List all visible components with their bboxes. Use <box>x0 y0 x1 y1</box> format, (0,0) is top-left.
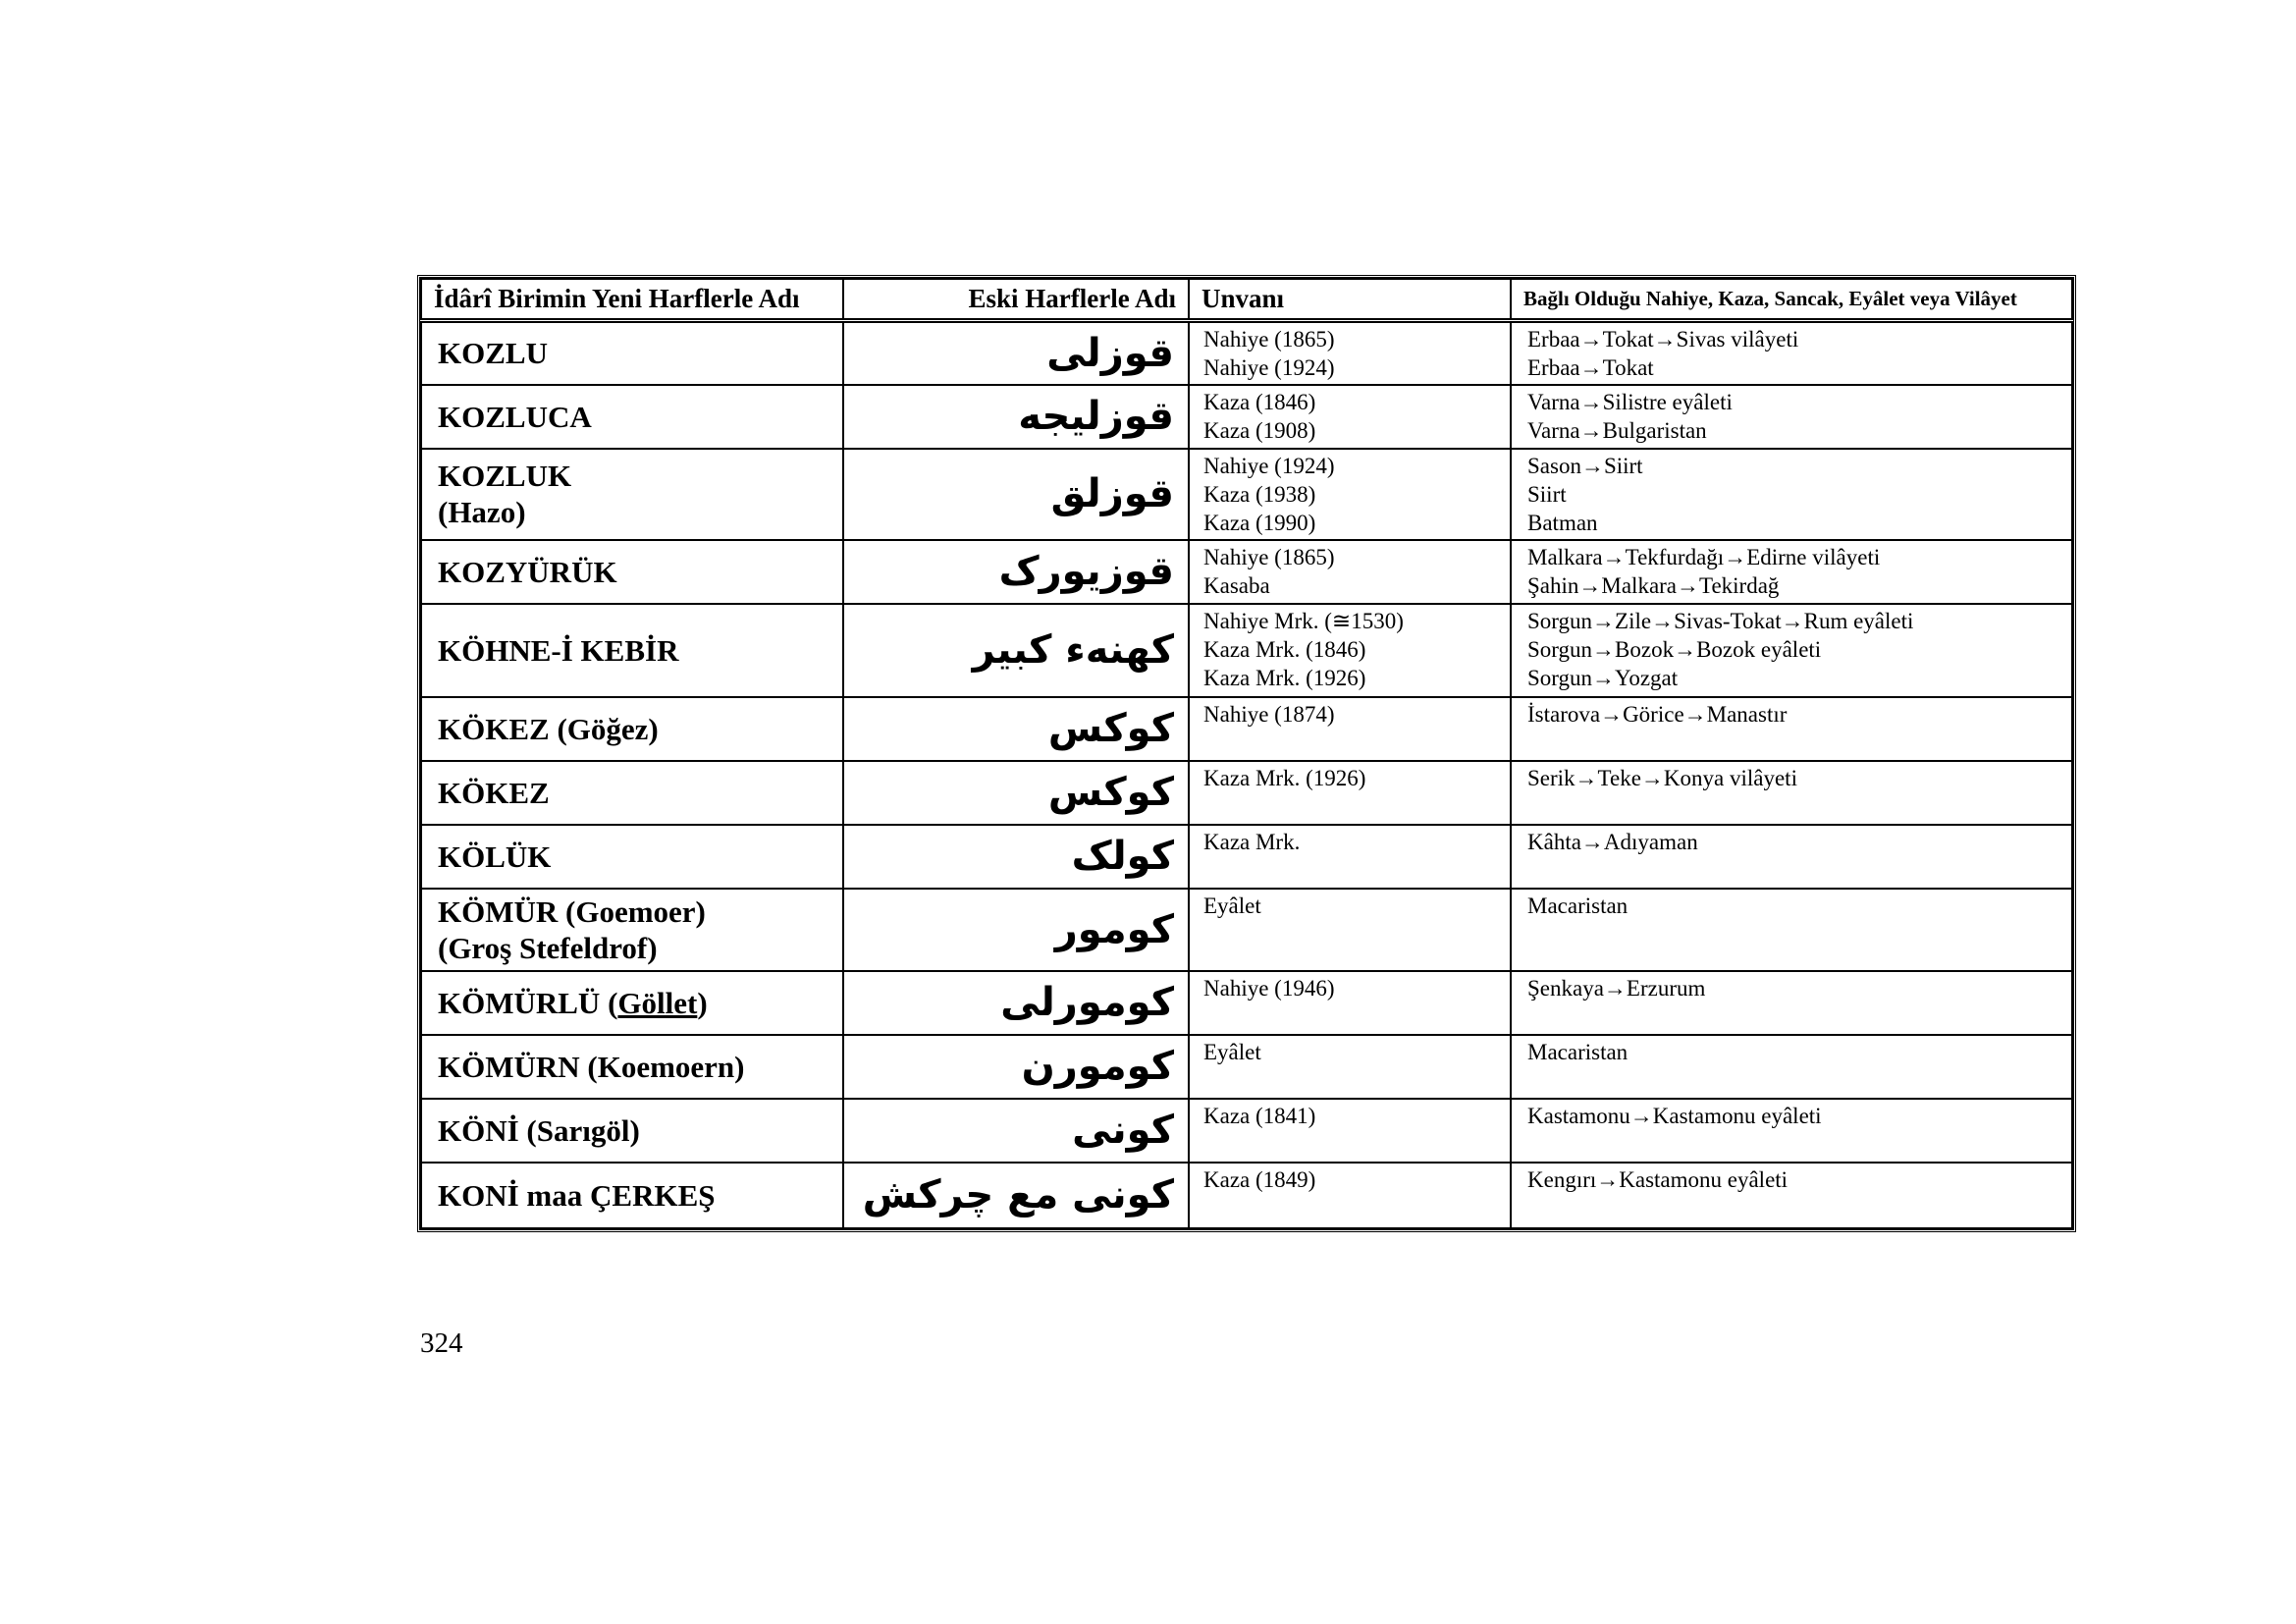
unit-title: Kaza (1908) <box>1203 417 1316 443</box>
affiliation-cell <box>1511 761 2072 825</box>
gazetteer-table-frame <box>417 275 2076 1232</box>
unit-title-cell <box>1189 697 1511 761</box>
unit-title: Kaza (1849) <box>1203 1166 1316 1192</box>
unit-name: KÖKEZ (Göğez) <box>438 711 659 746</box>
unit-title: Kaza Mrk. (1846) <box>1203 636 1366 662</box>
unit-title: Nahiye (1874) <box>1203 701 1335 727</box>
unit-title-cell <box>1189 604 1511 697</box>
unit-title-cell <box>1189 1099 1511 1163</box>
affiliation: Kastamonu→Kastamonu eyâleti <box>1527 1103 1822 1128</box>
affiliation: Sorgun→Bozok→Bozok eyâleti <box>1527 636 1822 662</box>
unit-title-cell <box>1189 1163 1511 1228</box>
unit-name-cell <box>421 1035 843 1099</box>
affiliation: Varna→Bulgaristan <box>1527 417 1707 443</box>
unit-title: Kaza Mrk. (1926) <box>1203 765 1366 790</box>
unit-title: Nahiye (1924) <box>1203 354 1335 380</box>
unit-name: KÖNİ (Sarıgöl) <box>438 1112 640 1148</box>
page-number: 324 <box>420 1327 463 1359</box>
unit-name: KÖLÜK <box>438 839 552 874</box>
affiliation-cell <box>1511 1099 2072 1163</box>
affiliation: Şenkaya→Erzurum <box>1527 975 1706 1001</box>
ottoman-script-name: كونى مع چركش <box>843 1163 1189 1228</box>
ottoman-script-name: كولک <box>843 825 1189 889</box>
ottoman-script-name: قوزلق <box>843 449 1189 540</box>
ottoman-script-name: كهنهء كبير <box>843 604 1189 697</box>
unit-title: Kasaba <box>1203 572 1270 598</box>
unit-name <box>438 985 827 1021</box>
unit-name: KOZLU <box>438 336 548 370</box>
unit-title: Nahiye (1946) <box>1203 975 1335 1001</box>
unit-name-cell <box>421 449 843 540</box>
table-row <box>421 825 2072 889</box>
unit-name-cell <box>421 1163 843 1228</box>
unit-name: (Groş Stefeldrof) <box>438 930 658 965</box>
header-old-script-name: Eski Harflerle Adı <box>843 279 1189 320</box>
unit-title: Kaza Mrk. <box>1203 829 1301 854</box>
ottoman-script-name: كوكس <box>843 697 1189 761</box>
affiliation: Sorgun→Zile→Sivas-Tokat→Rum eyâleti <box>1527 608 1914 633</box>
affiliation: Siirt <box>1527 481 1567 507</box>
table-row <box>421 449 2072 540</box>
affiliation: İstarova→Görice→Manastır <box>1527 701 1788 727</box>
table-header <box>421 279 2072 320</box>
header-row <box>421 279 2072 320</box>
unit-name-cell <box>421 540 843 604</box>
unit-name-cell <box>421 761 843 825</box>
table-body <box>421 320 2072 1228</box>
table-row <box>421 604 2072 697</box>
affiliation: Erbaa→Tokat <box>1527 354 1654 380</box>
unit-title: Nahiye (1924) <box>1203 453 1335 478</box>
unit-title-cell <box>1189 540 1511 604</box>
table-row <box>421 697 2072 761</box>
unit-name-cell <box>421 697 843 761</box>
ottoman-script-name: كومور <box>843 889 1189 971</box>
affiliation: Şahin→Malkara→Tekirdağ <box>1527 572 1780 598</box>
unit-title: Nahiye Mrk. (≅1530) <box>1203 608 1404 633</box>
ottoman-script-name: قوزليجه <box>843 385 1189 449</box>
table-row <box>421 971 2072 1035</box>
affiliation: Sorgun→Yozgat <box>1527 665 1679 690</box>
unit-title-cell <box>1189 889 1511 971</box>
unit-title: Kaza (1841) <box>1203 1103 1316 1128</box>
unit-title: Nahiye (1865) <box>1203 326 1335 352</box>
unit-name: KÖKEZ <box>438 775 550 810</box>
table-row <box>421 1035 2072 1099</box>
affiliation: Varna→Silistre eyâleti <box>1527 389 1733 414</box>
unit-name-underlined: Göllet <box>617 985 698 1020</box>
affiliation: Malkara→Tekfurdağı→Edirne vilâyeti <box>1527 544 1881 569</box>
affiliation-cell <box>1511 1163 2072 1228</box>
unit-name: KOZLUK <box>438 459 572 493</box>
unit-title: Kaza (1846) <box>1203 389 1316 414</box>
table-row <box>421 540 2072 604</box>
unit-title: Kaza (1990) <box>1203 510 1316 535</box>
affiliation-cell <box>1511 604 2072 697</box>
ottoman-script-name: كومورلى <box>843 971 1189 1035</box>
affiliation: Macaristan <box>1527 893 1629 918</box>
table-row <box>421 320 2072 385</box>
ottoman-script-name: كوكس <box>843 761 1189 825</box>
unit-title: Kaza (1938) <box>1203 481 1316 507</box>
unit-title-cell <box>1189 320 1511 385</box>
unit-title-cell <box>1189 1035 1511 1099</box>
ottoman-script-name: قوزيورک <box>843 540 1189 604</box>
unit-name: KONİ maa ÇERKEŞ <box>438 1177 716 1213</box>
ottoman-script-name: قوزلى <box>843 320 1189 385</box>
table-row <box>421 1099 2072 1163</box>
unit-title: Eyâlet <box>1203 1039 1261 1064</box>
affiliation: Sason→Siirt <box>1527 453 1643 478</box>
affiliation: Macaristan <box>1527 1039 1629 1064</box>
unit-name-cell <box>421 1099 843 1163</box>
unit-title: Eyâlet <box>1203 893 1261 918</box>
ottoman-script-name: كونى <box>843 1099 1189 1163</box>
unit-title-cell <box>1189 971 1511 1035</box>
affiliation: Batman <box>1527 510 1598 535</box>
unit-name: (Hazo) <box>438 495 526 529</box>
table-row <box>421 385 2072 449</box>
unit-title-cell <box>1189 761 1511 825</box>
header-affiliation: Bağlı Olduğu Nahiye, Kaza, Sancak, Eyâlet veya Vilâyet <box>1511 279 2072 320</box>
affiliation-cell <box>1511 971 2072 1035</box>
affiliation-cell <box>1511 825 2072 889</box>
unit-name: KÖHNE-İ KEBİR <box>438 632 679 668</box>
affiliation-cell <box>1511 385 2072 449</box>
affiliation: Kengırı→Kastamonu eyâleti <box>1527 1166 1789 1192</box>
table-row <box>421 889 2072 971</box>
header-new-script-name: İdârî Birimin Yeni Harflerle Adı <box>421 279 843 320</box>
unit-name-part: ) <box>697 985 708 1020</box>
unit-name: KÖMÜRN (Koemoern) <box>438 1049 745 1084</box>
affiliation-cell <box>1511 449 2072 540</box>
unit-name-cell <box>421 889 843 971</box>
unit-title: Kaza Mrk. (1926) <box>1203 665 1366 690</box>
affiliation: Kâhta→Adıyaman <box>1527 829 1698 854</box>
unit-name: KOZYÜRÜK <box>438 554 617 589</box>
unit-name-cell <box>421 320 843 385</box>
affiliation-cell <box>1511 540 2072 604</box>
ottoman-script-name: كومورن <box>843 1035 1189 1099</box>
unit-title: Nahiye (1865) <box>1203 544 1335 569</box>
affiliation-cell <box>1511 320 2072 385</box>
affiliation-cell <box>1511 1035 2072 1099</box>
unit-name-cell <box>421 385 843 449</box>
header-title: Unvanı <box>1189 279 1511 320</box>
gazetteer-table <box>420 278 2073 1229</box>
table-row <box>421 761 2072 825</box>
table-row <box>421 1163 2072 1228</box>
unit-title-cell <box>1189 385 1511 449</box>
unit-title-cell <box>1189 825 1511 889</box>
unit-title-cell <box>1189 449 1511 540</box>
affiliation-cell <box>1511 889 2072 971</box>
unit-name-cell <box>421 971 843 1035</box>
affiliation: Erbaa→Tokat→Sivas vilâyeti <box>1527 326 1799 352</box>
affiliation: Serik→Teke→Konya vilâyeti <box>1527 765 1797 790</box>
unit-name-cell <box>421 604 843 697</box>
unit-name: KOZLUCA <box>438 399 592 434</box>
unit-name-cell <box>421 825 843 889</box>
unit-name: KÖMÜR (Goemoer) <box>438 893 706 929</box>
affiliation-cell <box>1511 697 2072 761</box>
unit-name-part: KÖMÜRLÜ ( <box>438 985 618 1020</box>
